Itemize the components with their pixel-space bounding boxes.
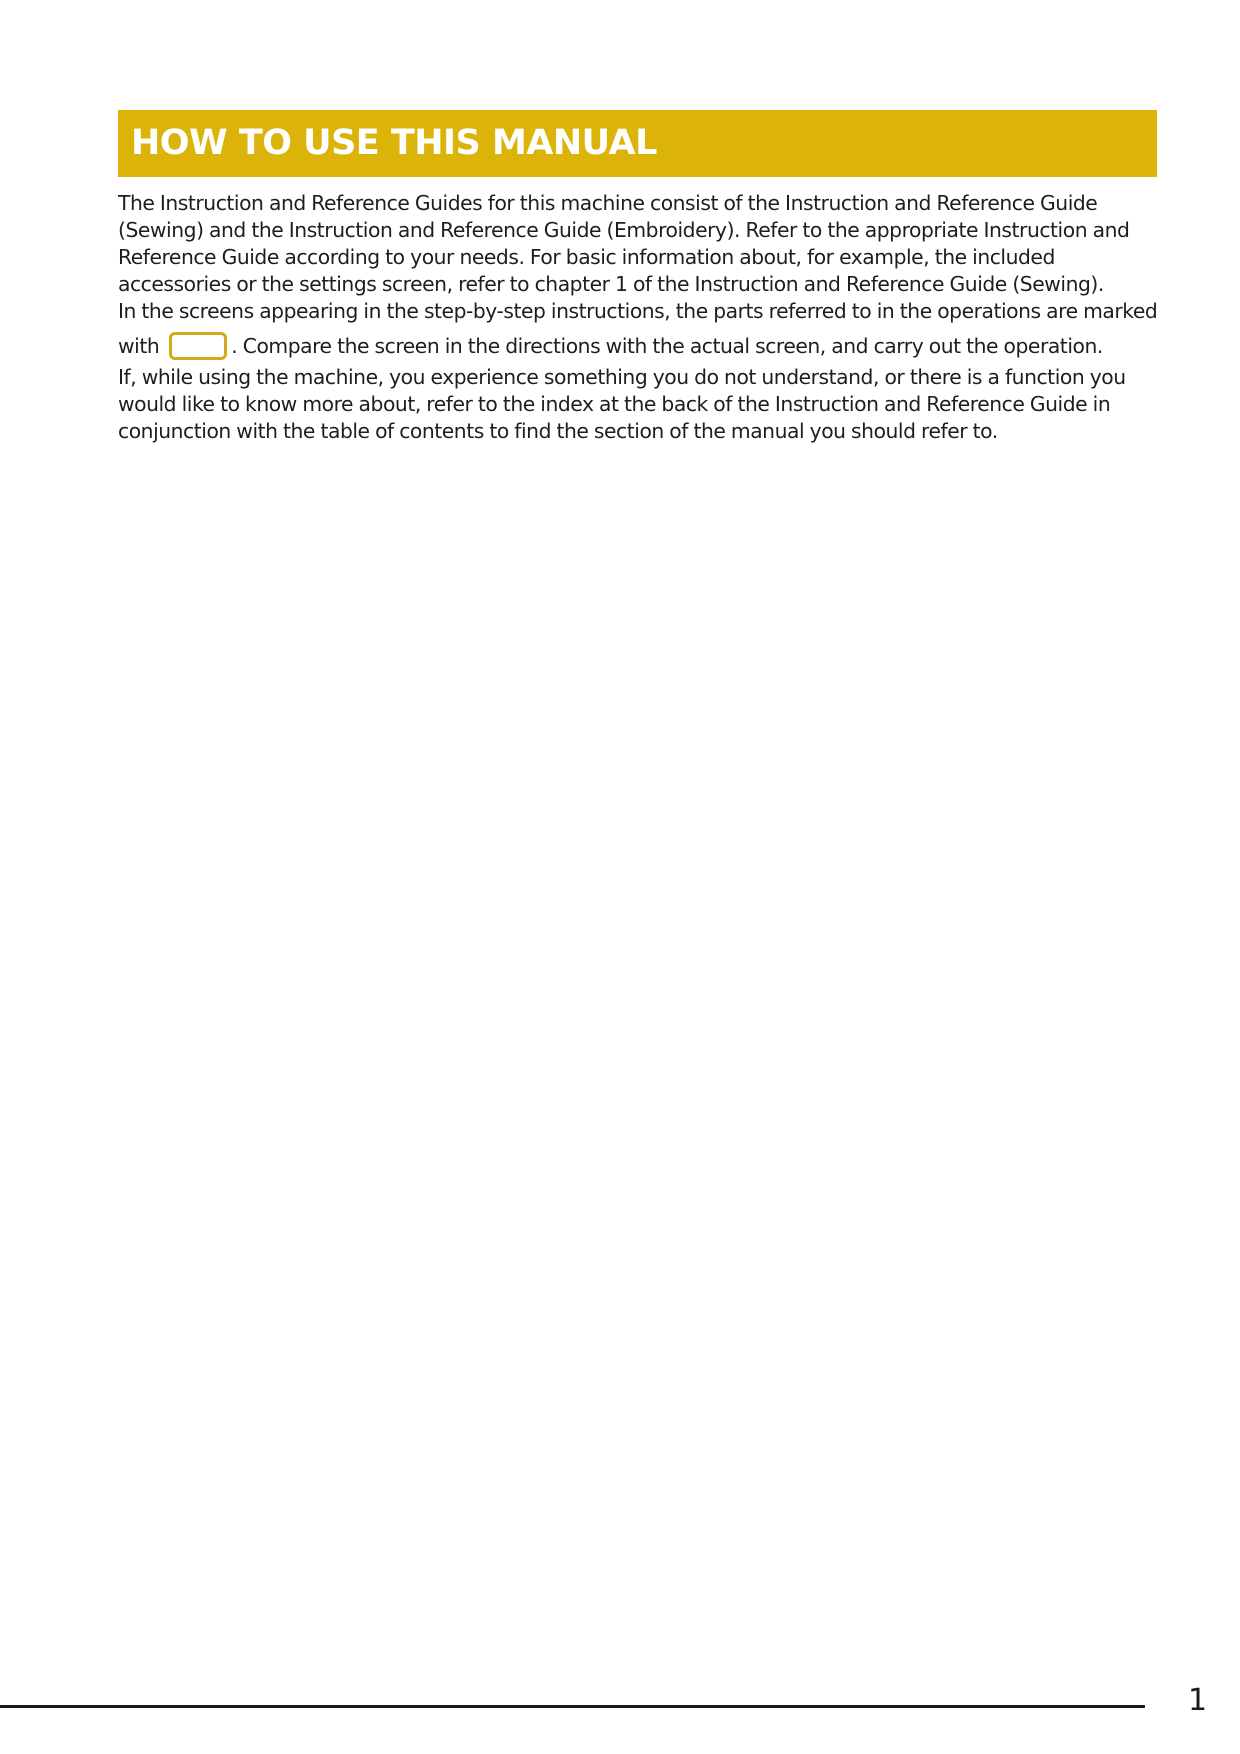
text-line: accessories or the settings screen, refer to chapter 1 of the Instruction and Reference Guide (Sewing). [118, 272, 1104, 296]
text-line: (Sewing) and the Instruction and Reference Guide (Embroidery). Refer to the appropriate Instruction and [118, 218, 1130, 242]
paragraph-screen-markers [118, 298, 1163, 325]
paragraph-index-reference [118, 364, 1163, 445]
text-line: The Instruction and Reference Guides for this machine consist of the Instruction and Reference Guide [118, 191, 1098, 215]
manual-body [118, 190, 1163, 445]
section-title: HOW TO USE THIS MANUAL [131, 123, 657, 163]
text-fragment: . Compare the screen in the directions with the actual screen, and carry out the operation. [231, 333, 1103, 358]
page-number: 1 [1188, 1683, 1208, 1718]
footer-rule [0, 1705, 1145, 1708]
paragraph-screen-markers-continued [118, 332, 1163, 360]
text-line: In the screens appearing in the step-by-step instructions, the parts referred to in the operations are marked [118, 299, 1158, 323]
paragraph-guides-overview [118, 190, 1163, 298]
section-header [118, 110, 1157, 177]
text-line: conjunction with the table of contents to find the section of the manual you should refer to. [118, 419, 998, 443]
text-fragment: with [118, 333, 160, 358]
highlight-marker-icon [169, 332, 227, 360]
text-line: would like to know more about, refer to the index at the back of the Instruction and Reference Guide in [118, 392, 1111, 416]
text-line: If, while using the machine, you experience something you do not understand, or there is a function you [118, 365, 1126, 389]
text-line: Reference Guide according to your needs. For basic information about, for example, the included [118, 245, 1055, 269]
